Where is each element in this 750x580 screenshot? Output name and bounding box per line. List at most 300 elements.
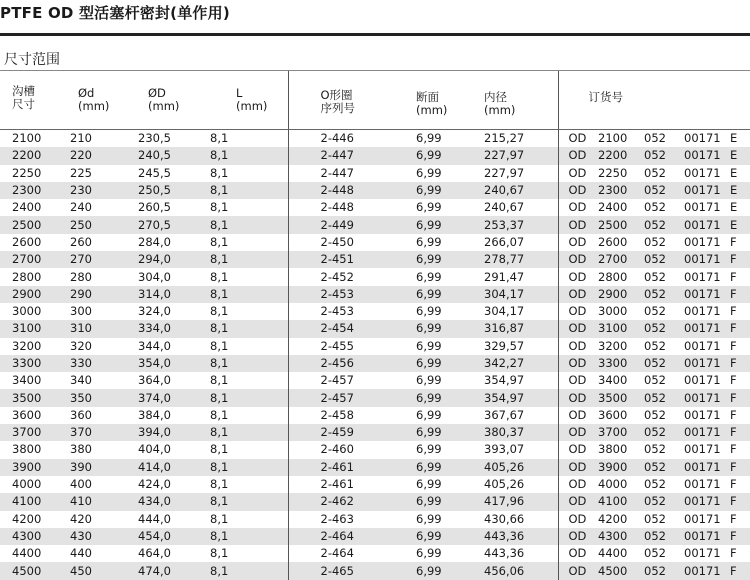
order-prefix-cell: OD	[568, 373, 587, 388]
oring-inner-diameter-cell: 443,36	[455, 545, 558, 562]
order-code-cell: 00171	[684, 251, 730, 268]
oring-series-cell: 2-456	[288, 355, 370, 372]
order-material-cell: 052	[644, 269, 666, 284]
header-cross-section: 断面 (mm)	[370, 71, 455, 130]
length-cell: 8,1	[210, 320, 288, 337]
inner-diameter-cell: 360	[70, 407, 92, 422]
table-row	[0, 199, 750, 216]
oring-inner-diameter-cell: 380,37	[455, 424, 558, 441]
table-row	[0, 528, 750, 545]
table-row	[0, 320, 750, 337]
oring-series-cell: 2-462	[288, 493, 370, 510]
order-prefix-cell: OD	[568, 546, 587, 561]
order-size-cell: 4200	[598, 511, 628, 526]
length-cell: 8,1	[210, 528, 288, 545]
header-oring-inner-diameter: 内径 (mm)	[455, 71, 558, 130]
groove-size-cell: 3900	[0, 459, 64, 476]
table-row	[0, 372, 750, 389]
oring-inner-diameter-cell: 456,06	[455, 562, 558, 579]
table-row	[0, 130, 750, 148]
oring-series-cell: 2-448	[288, 182, 370, 199]
outer-diameter-cell: 414,0	[122, 459, 210, 476]
order-size-cell: 3600	[598, 407, 628, 422]
order-material-cell: 052	[644, 546, 666, 561]
oring-series-cell: 2-454	[288, 320, 370, 337]
table-row	[0, 562, 750, 579]
order-material-cell: 052	[644, 424, 684, 441]
header-groove-size: 沟槽 尺寸	[0, 71, 64, 130]
length-cell: 8,1	[210, 389, 288, 406]
title-divider	[0, 33, 750, 36]
groove-size-cell: 3500	[0, 389, 64, 406]
order-code-cell: 00171	[684, 562, 730, 579]
outer-diameter-cell: 245,5	[138, 165, 171, 180]
table-row	[0, 234, 750, 251]
oring-series-cell: 2-457	[320, 373, 354, 388]
order-suffix-cell: F	[730, 304, 737, 319]
order-material-cell: 052	[644, 389, 684, 406]
order-size-cell: 3500	[598, 389, 644, 406]
groove-size-cell: 3800	[12, 442, 42, 457]
table-row	[0, 459, 750, 476]
outer-diameter-cell: 344,0	[138, 338, 171, 353]
inner-diameter-cell: 400	[70, 477, 92, 492]
order-code-cell: 00171	[684, 147, 730, 164]
order-prefix-cell: OD	[558, 389, 598, 406]
oring-series-cell: 2-447	[288, 147, 370, 164]
table-header-row	[0, 71, 750, 130]
outer-diameter-cell: 364,0	[138, 373, 171, 388]
order-size-cell: 2250	[598, 165, 628, 180]
outer-diameter-cell: 474,0	[122, 562, 210, 579]
order-prefix-cell: OD	[558, 182, 598, 199]
outer-diameter-cell: 230,5	[138, 131, 171, 146]
order-size-cell: 3200	[598, 338, 628, 353]
oring-inner-diameter-cell: 417,96	[455, 493, 558, 510]
cross-section-cell: 6,99	[416, 131, 442, 146]
inner-diameter-cell: 310	[64, 320, 122, 337]
outer-diameter-cell: 294,0	[122, 251, 210, 268]
oring-inner-diameter-cell: 443,36	[455, 528, 558, 545]
order-code-cell: 00171	[684, 165, 721, 180]
cross-section-cell: 6,99	[370, 286, 455, 303]
order-code-cell: 00171	[684, 320, 730, 337]
length-cell: 8,1	[210, 493, 288, 510]
oring-series-cell: 2-457	[288, 389, 370, 406]
order-prefix-cell: OD	[568, 234, 587, 249]
page-title: PTFE OD 型活塞杆密封(单作用)	[0, 4, 230, 22]
length-cell: 8,1	[210, 234, 288, 251]
order-suffix-cell: F	[730, 493, 750, 510]
oring-series-cell: 2-453	[320, 304, 354, 319]
cross-section-cell: 6,99	[370, 528, 455, 545]
table-row	[0, 493, 750, 510]
oring-inner-diameter-cell: 316,87	[455, 320, 558, 337]
oring-series-cell: 2-464	[320, 546, 354, 561]
cross-section-cell: 6,99	[370, 459, 455, 476]
groove-size-cell: 2900	[0, 286, 64, 303]
order-size-cell: 2600	[598, 234, 628, 249]
inner-diameter-cell: 230	[64, 182, 122, 199]
oring-series-cell: 2-461	[288, 459, 370, 476]
table-row	[0, 286, 750, 303]
cross-section-cell: 6,99	[416, 407, 442, 422]
order-code-cell: 00171	[684, 442, 721, 457]
header-outer-diameter: ØD (mm)	[122, 71, 210, 130]
table-row	[0, 407, 750, 424]
groove-size-cell: 2200	[0, 147, 64, 164]
outer-diameter-cell: 444,0	[138, 511, 171, 526]
oring-series-cell: 2-458	[320, 407, 354, 422]
length-cell: 8,1	[210, 476, 288, 493]
length-cell: 8,1	[210, 355, 288, 372]
order-size-cell: 2300	[598, 182, 644, 199]
oring-series-cell: 2-449	[288, 216, 370, 233]
outer-diameter-cell: 250,5	[122, 182, 210, 199]
inner-diameter-cell: 340	[70, 373, 92, 388]
order-suffix-cell: F	[730, 269, 737, 284]
inner-diameter-cell: 420	[70, 511, 92, 526]
order-prefix-cell: OD	[568, 200, 587, 215]
table-row	[0, 355, 750, 372]
order-prefix-cell: OD	[568, 269, 587, 284]
cross-section-cell: 6,99	[416, 511, 442, 526]
oring-series-cell: 2-451	[288, 251, 370, 268]
inner-diameter-cell: 210	[70, 131, 92, 146]
groove-size-cell: 4300	[0, 528, 64, 545]
inner-diameter-cell: 440	[70, 546, 92, 561]
oring-series-cell: 2-460	[320, 442, 354, 457]
order-code-cell: 00171	[684, 234, 721, 249]
cross-section-cell: 6,99	[370, 182, 455, 199]
length-cell: 8,1	[210, 407, 288, 424]
oring-series-cell: 2-452	[320, 269, 354, 284]
order-suffix-cell: F	[730, 477, 737, 492]
groove-size-cell: 4400	[12, 546, 42, 561]
order-size-cell: 4300	[598, 528, 644, 545]
order-suffix-cell: F	[730, 320, 750, 337]
order-material-cell: 052	[644, 562, 684, 579]
order-material-cell: 052	[644, 511, 666, 526]
groove-size-cell: 3000	[12, 304, 42, 319]
length-cell: 8,1	[210, 545, 288, 562]
outer-diameter-cell: 404,0	[138, 442, 171, 457]
outer-diameter-cell: 354,0	[122, 355, 210, 372]
outer-diameter-cell: 384,0	[138, 407, 171, 422]
order-size-cell: 2900	[598, 286, 644, 303]
order-material-cell: 052	[644, 286, 684, 303]
outer-diameter-cell: 314,0	[122, 286, 210, 303]
inner-diameter-cell: 450	[64, 562, 122, 579]
cross-section-cell: 6,99	[370, 389, 455, 406]
table-row	[0, 389, 750, 406]
order-size-cell: 2800	[598, 269, 628, 284]
outer-diameter-cell: 434,0	[122, 493, 210, 510]
order-code-cell: 00171	[684, 459, 730, 476]
order-suffix-cell: F	[730, 286, 750, 303]
length-cell: 8,1	[210, 165, 288, 182]
cross-section-cell: 6,99	[416, 373, 442, 388]
section-label: 尺寸范围	[4, 52, 60, 68]
order-material-cell: 052	[644, 165, 666, 180]
length-cell: 8,1	[210, 130, 288, 148]
order-size-cell: 3800	[598, 442, 628, 457]
table-row	[0, 147, 750, 164]
order-code-cell: 00171	[684, 528, 730, 545]
oring-series-cell: 2-450	[320, 234, 354, 249]
order-material-cell: 052	[644, 251, 684, 268]
length-cell: 8,1	[210, 147, 288, 164]
order-code-cell: 00171	[684, 355, 730, 372]
cross-section-cell: 6,99	[370, 251, 455, 268]
cross-section-cell: 6,99	[370, 355, 455, 372]
length-cell: 8,1	[210, 459, 288, 476]
cross-section-cell: 6,99	[416, 234, 442, 249]
cross-section-cell: 6,99	[370, 216, 455, 233]
outer-diameter-cell: 464,0	[138, 546, 171, 561]
table-row	[0, 511, 750, 528]
order-code-cell: 00171	[684, 493, 730, 510]
groove-size-cell: 2300	[0, 182, 64, 199]
order-code-cell: 00171	[684, 424, 730, 441]
order-prefix-cell: OD	[558, 286, 598, 303]
groove-size-cell: 4200	[12, 511, 42, 526]
oring-inner-diameter-cell: 240,67	[455, 182, 558, 199]
inner-diameter-cell: 250	[64, 216, 122, 233]
cross-section-cell: 6,99	[416, 269, 442, 284]
length-cell: 8,1	[210, 511, 288, 528]
order-prefix-cell: OD	[558, 147, 598, 164]
order-suffix-cell: E	[730, 165, 738, 180]
order-prefix-cell: OD	[568, 131, 587, 146]
order-material-cell: 052	[644, 355, 684, 372]
order-size-cell: 4100	[598, 493, 644, 510]
groove-size-cell: 2700	[0, 251, 64, 268]
order-prefix-cell: OD	[568, 304, 587, 319]
order-material-cell: 052	[644, 182, 684, 199]
order-size-cell: 4400	[598, 546, 628, 561]
oring-inner-diameter-cell: 304,17	[455, 303, 558, 320]
order-size-cell: 4500	[598, 562, 644, 579]
order-suffix-cell: F	[730, 373, 737, 388]
length-cell: 8,1	[210, 182, 288, 199]
length-cell: 8,1	[210, 251, 288, 268]
order-suffix-cell: E	[730, 182, 750, 199]
order-prefix-cell: OD	[568, 165, 587, 180]
order-size-cell: 3000	[598, 304, 628, 319]
order-material-cell: 052	[644, 442, 666, 457]
length-cell: 8,1	[210, 424, 288, 441]
order-code-cell: 00171	[684, 182, 730, 199]
outer-diameter-cell: 260,5	[138, 200, 171, 215]
outer-diameter-cell: 374,0	[122, 389, 210, 406]
groove-size-cell: 3400	[12, 373, 42, 388]
inner-diameter-cell: 280	[70, 269, 92, 284]
inner-diameter-cell: 370	[64, 424, 122, 441]
groove-size-cell: 3100	[0, 320, 64, 337]
order-prefix-cell: OD	[558, 562, 598, 579]
cross-section-cell: 6,99	[370, 320, 455, 337]
oring-series-cell: 2-448	[320, 200, 354, 215]
size-range-table	[0, 71, 750, 580]
order-suffix-cell: E	[730, 147, 750, 164]
oring-inner-diameter-cell: 367,67	[455, 407, 558, 424]
order-code-cell: 00171	[684, 546, 721, 561]
length-cell: 8,1	[210, 199, 288, 216]
order-code-cell: 00171	[684, 477, 721, 492]
inner-diameter-cell: 225	[70, 165, 92, 180]
inner-diameter-cell: 320	[70, 338, 92, 353]
order-suffix-cell: F	[730, 546, 737, 561]
oring-series-cell: 2-453	[288, 286, 370, 303]
order-prefix-cell: OD	[568, 407, 587, 422]
outer-diameter-cell: 394,0	[122, 424, 210, 441]
length-cell: 8,1	[210, 372, 288, 389]
order-suffix-cell: F	[730, 389, 750, 406]
order-suffix-cell: F	[730, 442, 737, 457]
header-oring-series: O形圈 序列号	[288, 71, 370, 130]
oring-inner-diameter-cell: 215,27	[455, 130, 558, 148]
order-material-cell: 052	[644, 338, 666, 353]
oring-series-cell: 2-446	[320, 131, 354, 146]
order-code-cell: 00171	[684, 407, 721, 422]
table-row	[0, 441, 750, 458]
groove-size-cell: 2500	[0, 216, 64, 233]
oring-inner-diameter-cell: 240,67	[455, 199, 558, 216]
order-size-cell: 3700	[598, 424, 644, 441]
order-material-cell: 052	[644, 304, 666, 319]
order-material-cell: 052	[644, 477, 666, 492]
cross-section-cell: 6,99	[416, 338, 442, 353]
order-prefix-cell: OD	[558, 251, 598, 268]
order-code-cell: 00171	[684, 131, 721, 146]
order-prefix-cell: OD	[558, 493, 598, 510]
outer-diameter-cell: 334,0	[122, 320, 210, 337]
oring-inner-diameter-cell: 266,07	[455, 234, 558, 251]
outer-diameter-cell: 270,5	[122, 216, 210, 233]
oring-series-cell: 2-455	[320, 338, 354, 353]
order-suffix-cell: F	[730, 407, 737, 422]
table-row	[0, 303, 750, 320]
size-range-table-container	[0, 70, 750, 578]
order-prefix-cell: OD	[558, 355, 598, 372]
order-suffix-cell: F	[730, 355, 750, 372]
inner-diameter-cell: 240	[70, 200, 92, 215]
order-prefix-cell: OD	[558, 459, 598, 476]
inner-diameter-cell: 260	[70, 234, 92, 249]
oring-inner-diameter-cell: 227,97	[455, 165, 558, 182]
order-material-cell: 052	[644, 216, 684, 233]
cross-section-cell: 6,99	[416, 165, 442, 180]
oring-inner-diameter-cell: 405,26	[455, 459, 558, 476]
oring-inner-diameter-cell: 227,97	[455, 147, 558, 164]
order-size-cell: 4000	[598, 477, 628, 492]
order-material-cell: 052	[644, 131, 666, 146]
groove-size-cell: 4000	[12, 477, 42, 492]
cross-section-cell: 6,99	[416, 200, 442, 215]
order-code-cell: 00171	[684, 338, 721, 353]
table-row	[0, 476, 750, 493]
table-row	[0, 268, 750, 285]
inner-diameter-cell: 290	[64, 286, 122, 303]
cross-section-cell: 6,99	[370, 562, 455, 579]
order-suffix-cell: E	[730, 131, 738, 146]
length-cell: 8,1	[210, 286, 288, 303]
oring-series-cell: 2-465	[288, 562, 370, 579]
oring-inner-diameter-cell: 393,07	[455, 441, 558, 458]
inner-diameter-cell: 410	[64, 493, 122, 510]
oring-inner-diameter-cell: 354,97	[455, 389, 558, 406]
inner-diameter-cell: 380	[70, 442, 92, 457]
order-suffix-cell: F	[730, 234, 737, 249]
order-prefix-cell: OD	[558, 424, 598, 441]
inner-diameter-cell: 350	[64, 389, 122, 406]
outer-diameter-cell: 454,0	[122, 528, 210, 545]
order-suffix-cell: F	[730, 528, 750, 545]
groove-size-cell: 3600	[12, 407, 42, 422]
order-suffix-cell: F	[730, 511, 737, 526]
header-length: L (mm)	[210, 71, 288, 130]
order-material-cell: 052	[644, 373, 666, 388]
cross-section-cell: 6,99	[416, 304, 442, 319]
groove-size-cell: 2100	[12, 131, 42, 146]
order-suffix-cell: F	[730, 251, 750, 268]
oring-inner-diameter-cell: 430,66	[455, 511, 558, 528]
order-code-cell: 00171	[684, 304, 721, 319]
order-suffix-cell: F	[730, 562, 750, 579]
outer-diameter-cell: 324,0	[138, 304, 171, 319]
oring-inner-diameter-cell: 278,77	[455, 251, 558, 268]
oring-inner-diameter-cell: 342,27	[455, 355, 558, 372]
order-size-cell: 3300	[598, 355, 644, 372]
oring-inner-diameter-cell: 405,26	[455, 476, 558, 493]
oring-inner-diameter-cell: 253,37	[455, 216, 558, 233]
oring-series-cell: 2-459	[288, 424, 370, 441]
oring-inner-diameter-cell: 304,17	[455, 286, 558, 303]
order-code-cell: 00171	[684, 389, 730, 406]
order-suffix-cell: E	[730, 216, 750, 233]
inner-diameter-cell: 270	[64, 251, 122, 268]
order-size-cell: 3400	[598, 373, 628, 388]
inner-diameter-cell: 330	[64, 355, 122, 372]
header-order-number: 订货号	[558, 71, 750, 130]
groove-size-cell: 2800	[12, 269, 42, 284]
inner-diameter-cell: 220	[64, 147, 122, 164]
table-body	[0, 130, 750, 580]
order-prefix-cell: OD	[568, 511, 587, 526]
outer-diameter-cell: 284,0	[138, 234, 171, 249]
order-material-cell: 052	[644, 493, 684, 510]
table-row	[0, 182, 750, 199]
order-suffix-cell: F	[730, 459, 750, 476]
oring-inner-diameter-cell: 354,97	[455, 372, 558, 389]
oring-series-cell: 2-464	[288, 528, 370, 545]
oring-series-cell: 2-463	[320, 511, 354, 526]
table-row	[0, 165, 750, 182]
groove-size-cell: 2600	[12, 234, 42, 249]
order-prefix-cell: OD	[558, 216, 598, 233]
oring-inner-diameter-cell: 291,47	[455, 268, 558, 285]
groove-size-cell: 3700	[0, 424, 64, 441]
order-suffix-cell: E	[730, 200, 738, 215]
length-cell: 8,1	[210, 562, 288, 579]
table-row	[0, 251, 750, 268]
oring-series-cell: 2-447	[320, 165, 354, 180]
groove-size-cell: 4100	[0, 493, 64, 510]
order-size-cell: 2700	[598, 251, 644, 268]
order-code-cell: 00171	[684, 373, 721, 388]
length-cell: 8,1	[210, 216, 288, 233]
